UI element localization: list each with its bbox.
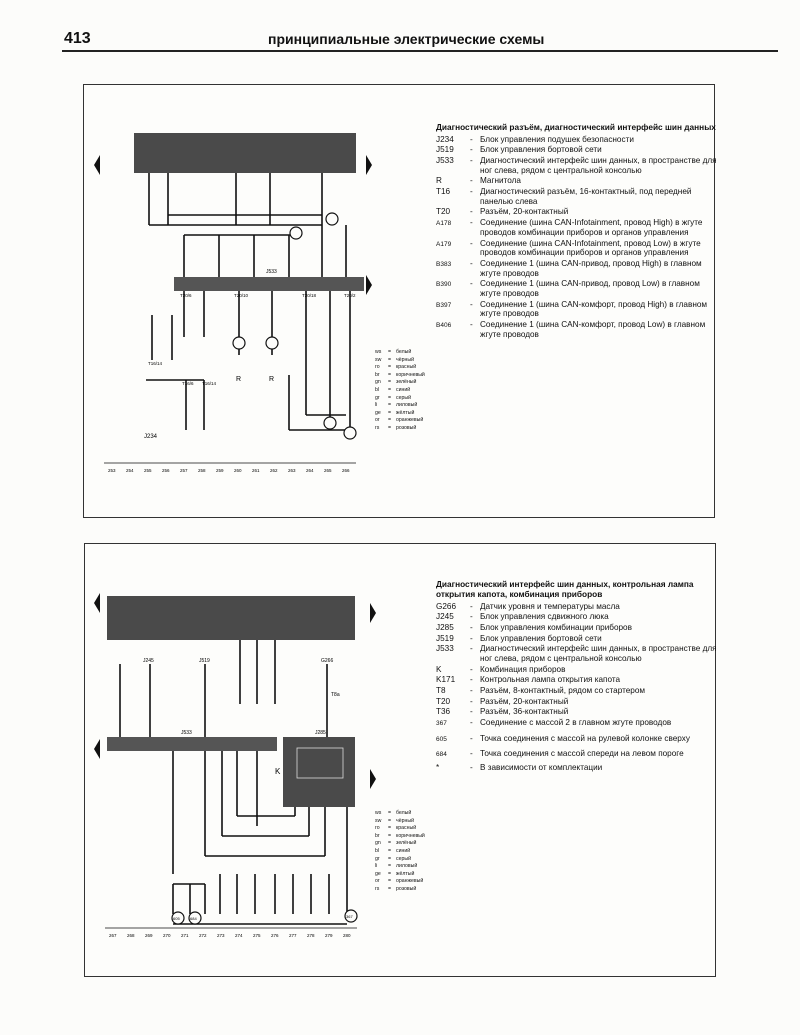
grid-number: 275 [253,933,261,938]
next-arrow-icon[interactable] [366,155,372,175]
color-row: ro = красный [375,364,417,371]
junction-a179-marker [266,337,278,349]
module-top-block [107,596,355,640]
label-t8: T8a [331,692,340,698]
legend-item: J234 - Блок управления подушек безопасности [436,134,634,144]
junction-b390-marker [344,427,356,439]
legend-item: J533 - Диагностический интерфейс шин данных, в пространстве для ног слева, рядом с центральной консолью [436,156,717,175]
label-t20-d: T20/2 [344,293,356,298]
wire-color-legend [375,349,425,433]
grid-number: 280 [343,933,351,938]
color-row: gn = зелёный [375,840,417,847]
legend-item: B383 - Соединение 1 (шина CAN-привод, провод High) в главном жгуте проводов [436,258,702,278]
prev-arrow-icon[interactable] [94,739,100,759]
color-row: or = оранжевый [375,417,424,424]
prev-arrow-icon[interactable] [94,593,100,613]
legend-item: T16 - Диагностический разъём, 16-контактный, под передней панелью слева [436,187,692,206]
legend-item: B397 - Соединение 1 (шина CAN-комфорт, провод High) в главном жгуте проводов [436,299,708,319]
color-row: sw = чёрный [375,817,414,824]
label-605: 605 [173,916,180,921]
grid-number: 264 [306,468,314,473]
color-row: bl = синий [375,386,411,393]
label-684: 684 [190,916,197,921]
grid-number: 272 [199,933,207,938]
legend-item: 605 - Точка соединения с массой на рулевой колонке сверху [436,733,690,743]
connector-j533-bar [107,737,277,751]
grid-number: 254 [126,468,134,473]
grid-number: 273 [217,933,225,938]
label-t20-c: T20/18 [302,293,317,298]
legend-item: A178 - Соединение (шина CAN-Infotainment, провод High) в жгуте проводов комбинации приборов и органов управления [436,218,703,237]
legend-item: G266 - Датчик уровня и температуры масла [436,601,620,611]
instrument-cluster-k-block [283,737,355,807]
grid-number: 256 [162,468,170,473]
grid-number: 278 [307,933,315,938]
page-title: принципиальные электрические схемы [268,31,545,47]
connector-t20-bar [174,277,364,291]
legend-item: B406 - Соединение 1 (шина CAN-комфорт, провод Low) в главном жгуте проводов [436,319,706,339]
color-row: br = коричневый [375,832,425,839]
color-row: ro = красный [375,825,417,832]
grid-number: 277 [289,933,297,938]
legend-item: R - Магнитола [436,176,521,186]
label-j533: J533 [266,269,277,275]
label-j234: J234 [144,434,158,440]
label-j519: J519 [199,658,210,664]
label-t16-b: T16/6 [182,381,194,386]
color-row: or = оранжевый [375,878,424,885]
legend-item: K - Комбинация приборов [436,664,566,674]
label-j533: J533 [181,730,192,736]
component-legend-2 [436,580,726,774]
legend-item: 684 - Точка соединения с массой спереди на левом пороге [436,749,684,759]
next-arrow-icon[interactable] [366,275,372,295]
color-row: bl = синий [375,847,411,854]
legend-title: Диагностический интерфейс шин данных, контрольная лампа открытия капота, комбинация приборов [436,579,694,599]
grid-number: 257 [180,468,188,473]
label-j285: J285 [315,730,326,736]
legend-item: T36 - Разъём, 36-контактный [436,707,569,717]
legend-item: J285 - Блок управления комбинации приборов [436,622,632,632]
color-row: rs = розовый [375,885,417,892]
component-legend-1 [436,123,726,340]
grid-number: 260 [234,468,242,473]
color-row: br = коричневый [375,371,425,378]
page-number: 413 [64,30,91,47]
grid-number: 259 [216,468,224,473]
module-j533-block [134,133,356,173]
grid-number: 262 [270,468,278,473]
legend-title: Диагностический разъём, диагностический интерфейс шин данных [436,122,716,132]
color-row: ws = белый [375,349,412,355]
label-t16-a: T16/14 [148,361,163,366]
legend-item: K171 - Контрольная лампа открытия капота [436,675,621,685]
label-j245: J245 [143,658,154,664]
grid-number: 265 [324,468,332,473]
label-k: K [275,767,281,776]
legend-item: J245 - Блок управления сдвижного люка [436,612,609,622]
diagram-panel-1 [83,84,715,518]
diagram-panel-2 [84,543,716,977]
grid-number: 261 [252,468,260,473]
junction-b383-marker [324,417,336,429]
next-arrow-icon[interactable] [370,769,376,789]
color-row: rs = розовый [375,424,417,431]
color-row: sw = чёрный [375,356,414,363]
page-header [0,0,800,60]
legend-item: B390 - Соединение 1 (шина CAN-привод, провод Low) в главном жгуте проводов [436,279,700,298]
label-367: 367 [346,914,353,919]
grid-number: 270 [163,933,171,938]
grid-number: 266 [342,468,350,473]
label-t16-c: T16/14 [202,381,217,386]
grid-number: 269 [145,933,153,938]
label-t20-b: T20/10 [234,293,249,298]
grid-numbers-2 [109,933,351,938]
legend-item: T8 - Разъём, 8-контактный, рядом со стартером [436,685,646,695]
junction-a178-marker [233,337,245,349]
label-r-2: R [269,376,275,383]
grid-number: 276 [271,933,279,938]
label-g266: G266 [321,658,334,664]
wires-group-1 [146,173,350,430]
color-row: gr = серый [375,394,411,401]
legend-item: J519 - Блок управления бортовой сети [436,633,602,643]
color-row: ws = белый [375,810,412,816]
grid-number: 267 [109,933,117,938]
legend-item: J519 - Блок управления бортовой сети [436,145,602,155]
grid-number: 271 [181,933,189,938]
color-row: ge = жёлтый [375,409,415,416]
legend-item: 367 - Соединение с массой 2 в главном жгуте проводов [436,717,672,727]
color-row: li = лиловый [375,863,418,870]
grid-number: 258 [198,468,206,473]
junction-b406-marker [290,227,302,239]
legend-item: J533 - Диагностический интерфейс шин данных, в пространстве для ног слева, рядом с центральной консолью [436,644,717,663]
grid-number: 268 [127,933,135,938]
legend-item: T20 - Разъём, 20-контактный [436,696,569,706]
color-row: li = лиловый [375,402,418,409]
color-row: gr = серый [375,855,411,862]
junction-b397-marker [326,213,338,225]
legend-item: A179 - Соединение (шина CAN-Infotainment, провод Low) в жгуте проводов комбинации приборов и органов управления [436,238,701,258]
grid-number: 255 [144,468,152,473]
grid-number: 274 [235,933,243,938]
header-divider [62,50,778,52]
color-row: ge = жёлтый [375,870,415,877]
legend-item: * - В зависимости от комплектации [436,762,603,772]
wire-color-legend [375,810,425,894]
grid-number: 253 [108,468,116,473]
legend-item: T20 - Разъём, 20-контактный [436,207,569,217]
label-t20-a: T20/6 [180,293,192,298]
color-row: gn = зелёный [375,379,417,386]
grid-numbers-1 [108,468,350,473]
label-r-1: R [236,376,242,383]
next-arrow-icon[interactable] [370,603,376,623]
grid-number: 263 [288,468,296,473]
prev-arrow-icon[interactable] [94,155,100,175]
grid-number: 279 [325,933,333,938]
